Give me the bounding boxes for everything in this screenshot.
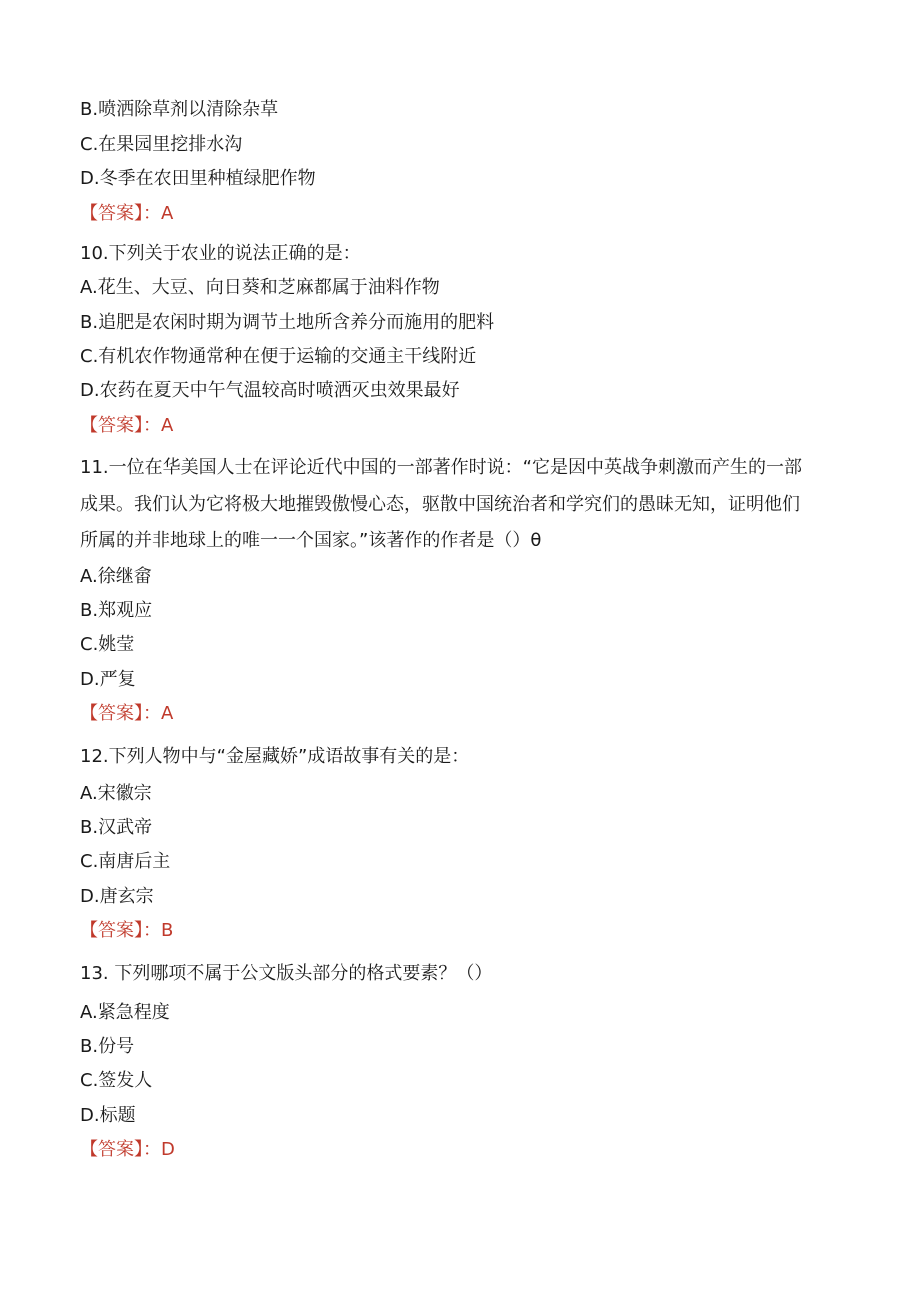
q12-stem: 12.下列人物中与“金屋藏娇”成语故事有关的是： <box>80 746 470 767</box>
q10-stem: 10.下列关于农业的说法正确的是： <box>80 243 361 264</box>
q11-stem-line-2: 成果。我们认为它将极大地摧毁傲慢心态，驱散中国统治者和学究们的愚昧无知，证明他们 <box>80 494 800 515</box>
q10-option-b: B.追肥是农闲时期为调节土地所含养分而施用的肥料 <box>80 312 495 333</box>
q12-option-d: D.唐玄宗 <box>80 886 154 907</box>
q11-option-a: A.徐继畲 <box>80 566 152 587</box>
q9-option-d: D.冬季在农田里种植绿肥作物 <box>80 168 316 189</box>
q12-option-c: C.南唐后主 <box>80 851 171 872</box>
q13-option-a: A.紧急程度 <box>80 1002 170 1023</box>
q10-option-d: D.农药在夏天中午气温较高时喷洒灭虫效果最好 <box>80 380 460 401</box>
q13-option-d: D.标题 <box>80 1105 136 1126</box>
q12-option-b: B.汉武帝 <box>80 817 153 838</box>
q9-option-c: C.在果园里挖排水沟 <box>80 134 243 155</box>
q11-stem-line-3: 所属的并非地球上的唯一一个国家。”该著作的作者是（）θ <box>80 530 542 551</box>
q9-option-b: B.喷洒除草剂以清除杂草 <box>80 99 279 120</box>
q13-option-c: C.签发人 <box>80 1070 153 1091</box>
q11-answer: 【答案】：A <box>80 703 174 724</box>
q13-stem: 13. 下列哪项不属于公文版头部分的格式要素？（） <box>80 963 493 984</box>
q13-option-b: B.份号 <box>80 1036 135 1057</box>
q12-answer: 【答案】：B <box>80 920 174 941</box>
q10-option-a: A.花生、大豆、向日葵和芝麻都属于油料作物 <box>80 277 440 298</box>
q9-answer: 【答案】：A <box>80 203 174 224</box>
q11-option-d: D.严复 <box>80 669 136 690</box>
q11-option-c: C.姚莹 <box>80 634 135 655</box>
q10-answer: 【答案】：A <box>80 415 174 436</box>
q10-option-c: C.有机农作物通常种在便于运输的交通主干线附近 <box>80 346 477 367</box>
q12-option-a: A.宋徽宗 <box>80 783 152 804</box>
q13-answer: 【答案】：D <box>80 1139 175 1160</box>
q11-option-b: B.郑观应 <box>80 600 153 621</box>
q11-stem-line-1: 11.一位在华美国人士在评论近代中国的一部著作时说：“它是因中英战争刺激而产生的一部 <box>80 457 802 478</box>
